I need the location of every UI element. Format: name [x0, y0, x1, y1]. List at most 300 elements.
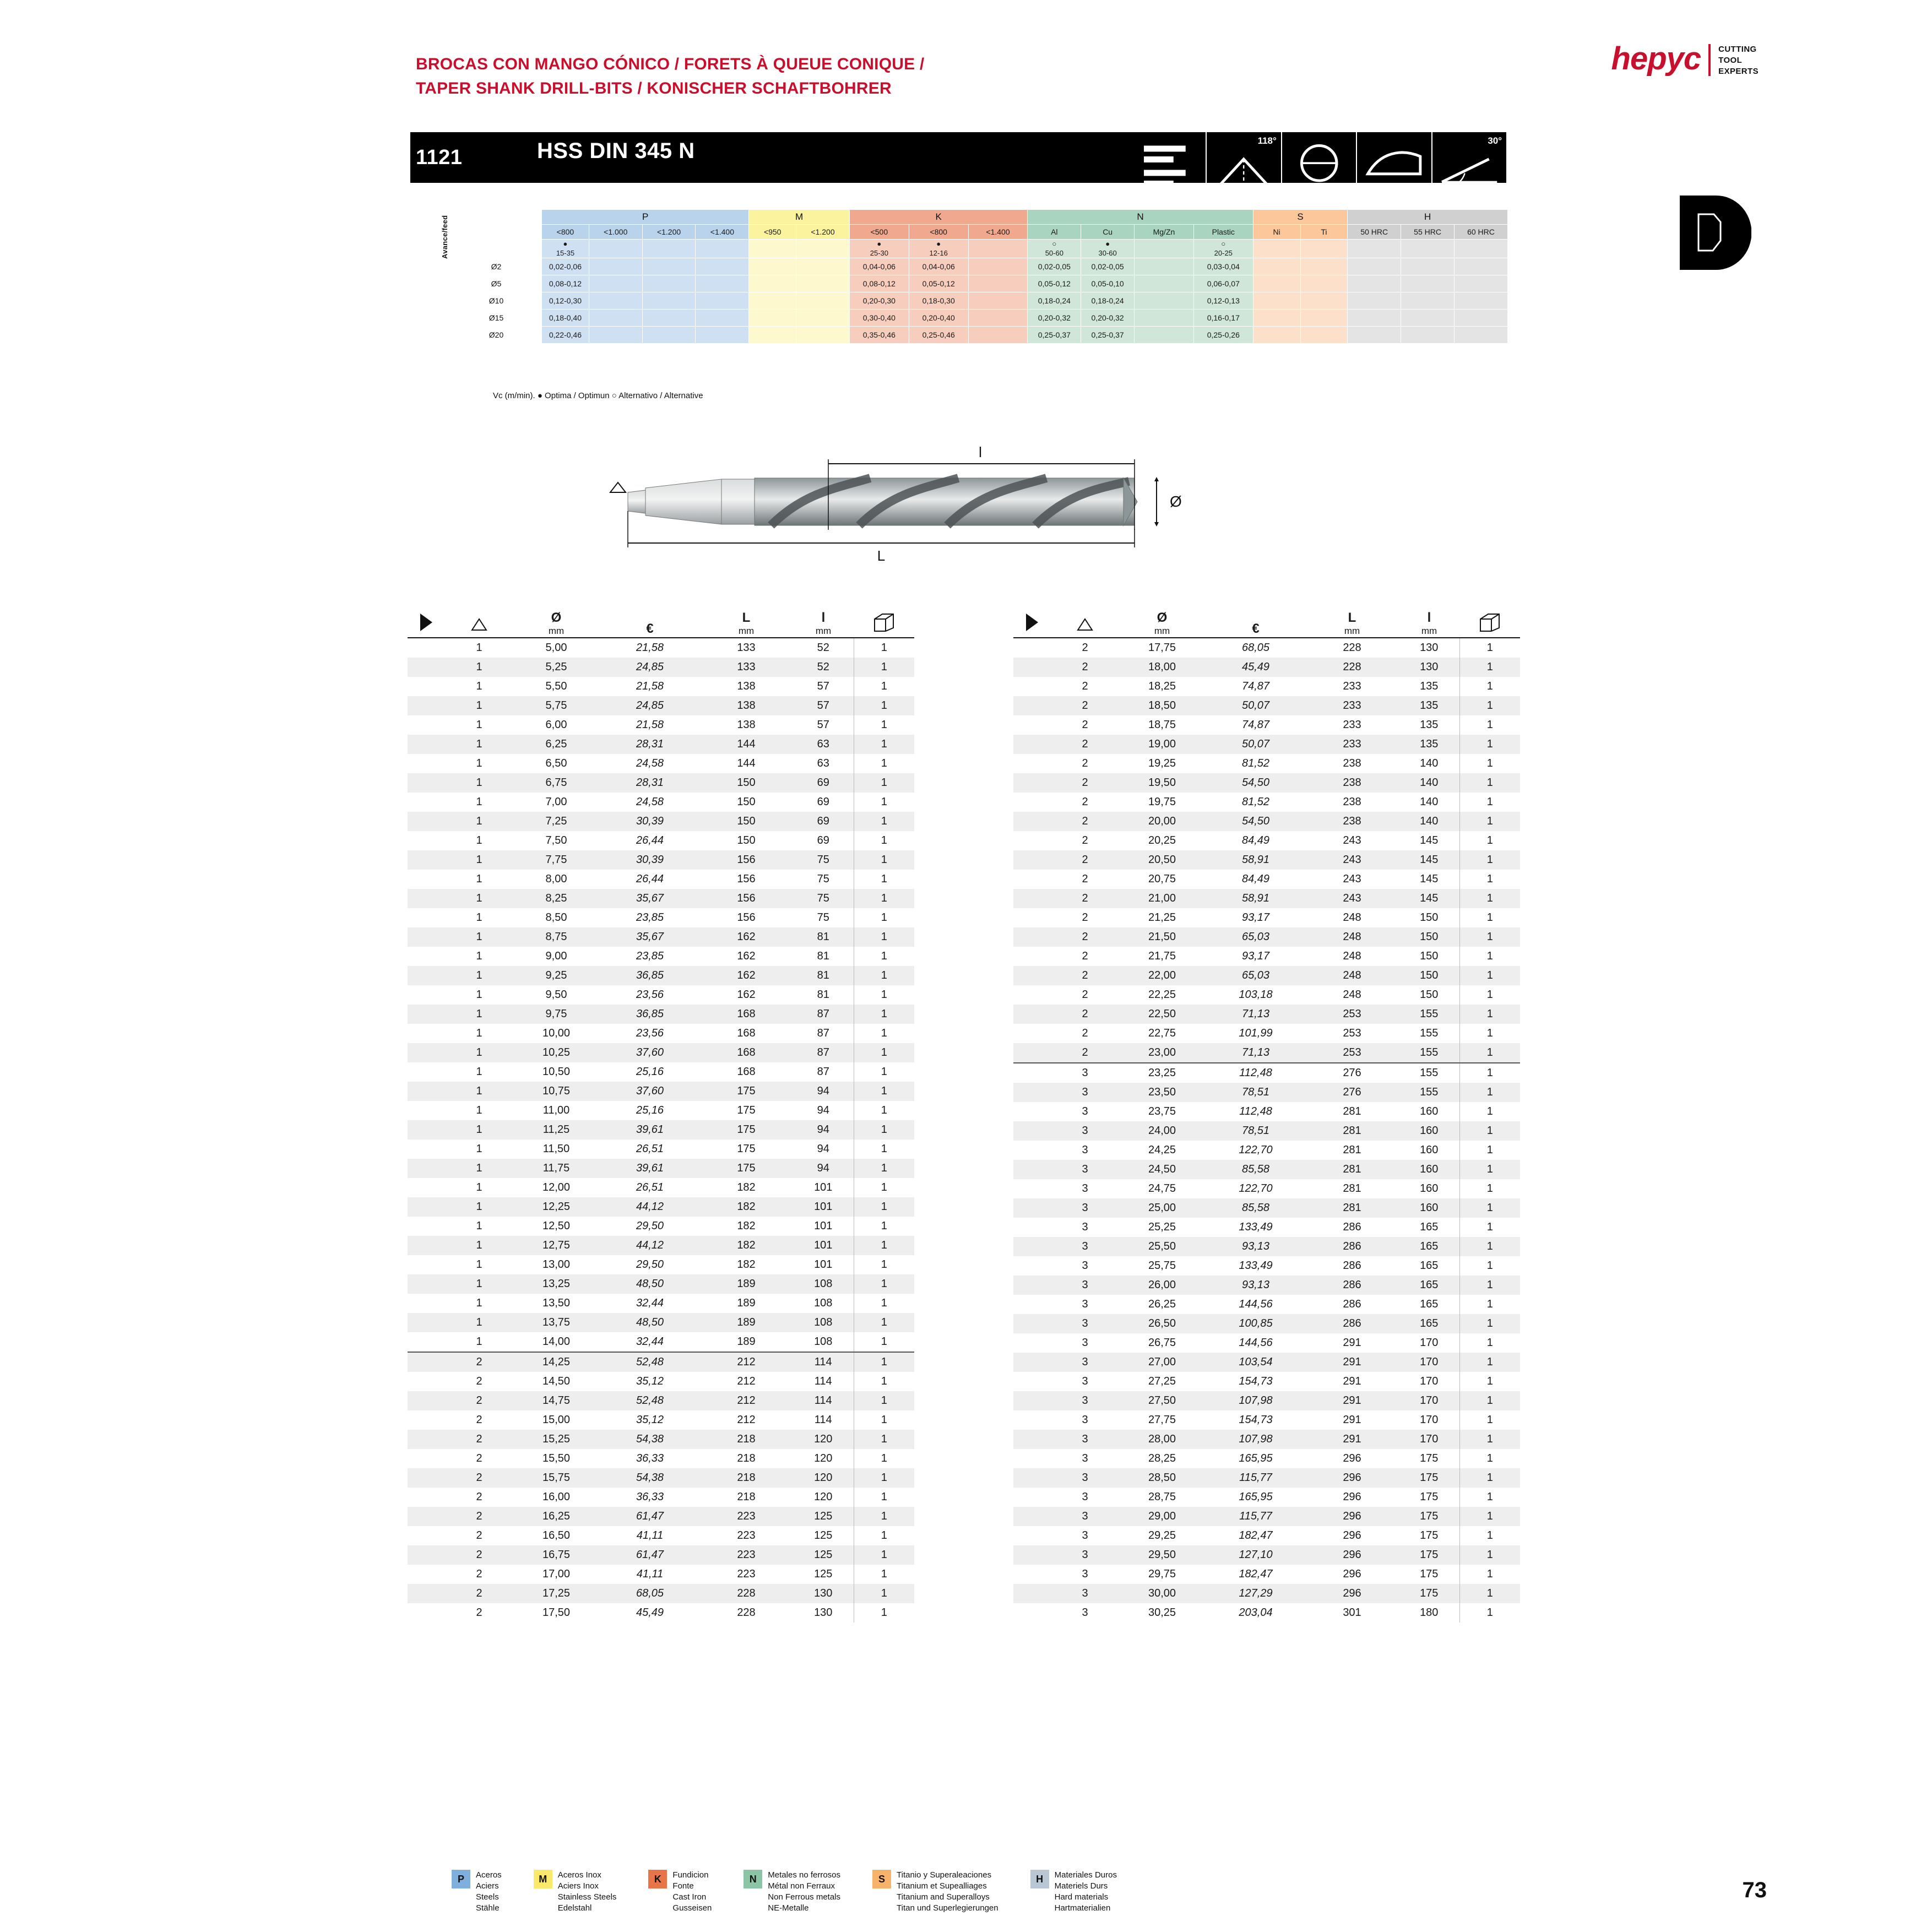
feeds-cell — [642, 310, 696, 327]
table-row[interactable] — [408, 696, 914, 715]
row-spacer — [1013, 831, 1052, 850]
table-row[interactable] — [408, 985, 914, 1005]
table-row[interactable] — [408, 1236, 914, 1255]
cell-dia: 16,00 — [542, 1491, 571, 1503]
table-row[interactable] — [1013, 658, 1520, 677]
cell-dia: 9,75 — [545, 1008, 567, 1020]
feeds-col-M-0: <950 — [749, 225, 796, 240]
cell-dia: 29,75 — [1148, 1568, 1176, 1580]
cell-l: 87 — [817, 1008, 829, 1020]
row-spacer — [408, 696, 446, 715]
cell-L: 162 — [737, 989, 756, 1001]
cell-L: 286 — [1343, 1221, 1361, 1233]
cell-pack: 1 — [854, 1294, 914, 1313]
table-row[interactable] — [1013, 1372, 1520, 1391]
cell-L: 281 — [1343, 1144, 1361, 1156]
row-spacer — [1013, 812, 1052, 831]
cell-dia: 23,50 — [1148, 1086, 1176, 1098]
cell-pack: 1 — [854, 715, 914, 735]
cell-dia: 11,50 — [542, 1143, 570, 1155]
feeds-row-axis-label: Avance/feed — [441, 215, 449, 259]
table-row[interactable] — [1013, 1410, 1520, 1430]
cell-L: 228 — [1343, 661, 1361, 673]
feeds-cell: 0,02-0,06 — [542, 258, 589, 275]
cell-cone: 3 — [1082, 1529, 1088, 1542]
product-table-right — [1013, 595, 1520, 1622]
table-row[interactable] — [408, 1488, 914, 1507]
table-row[interactable] — [408, 1294, 914, 1313]
feeds-cell — [696, 275, 749, 292]
table-row[interactable] — [408, 1507, 914, 1526]
table-row[interactable] — [408, 947, 914, 966]
table-row[interactable] — [1013, 735, 1520, 754]
cell-cone: 1 — [476, 796, 482, 808]
reference-name: HSS DIN 345 N — [537, 139, 695, 163]
table-row[interactable] — [1013, 677, 1520, 696]
cell-L: 175 — [737, 1104, 756, 1116]
row-spacer — [408, 1565, 446, 1584]
feeds-row-diameter: Ø5 — [451, 275, 542, 292]
row-spacer — [1013, 793, 1052, 812]
row-spacer — [1013, 966, 1052, 985]
feeds-cell — [589, 292, 642, 310]
table-row[interactable] — [408, 638, 914, 658]
cell-cone: 2 — [1082, 642, 1088, 654]
table-row[interactable] — [1013, 1603, 1520, 1622]
cell-price: 65,03 — [1241, 931, 1270, 943]
table-row[interactable] — [1013, 1102, 1520, 1121]
table-row[interactable] — [408, 715, 914, 735]
feeds-cell — [1348, 292, 1401, 310]
cell-price: 182,47 — [1239, 1529, 1273, 1542]
table-row[interactable] — [1013, 696, 1520, 715]
table-row[interactable] — [1013, 773, 1520, 793]
feeds-row — [451, 292, 1508, 310]
cell-l: 175 — [1420, 1452, 1439, 1464]
row-spacer — [1013, 715, 1052, 735]
table-row[interactable] — [1013, 1063, 1520, 1083]
cell-dia: 19,50 — [1148, 777, 1176, 789]
cell-dia: 25,25 — [1148, 1221, 1176, 1233]
table-row[interactable] — [1013, 1005, 1520, 1024]
cell-price: 182,47 — [1239, 1568, 1273, 1580]
svg-text:Ø: Ø — [1170, 493, 1182, 510]
table-row[interactable] — [408, 889, 914, 908]
row-spacer — [408, 1236, 446, 1255]
cell-pack: 1 — [1459, 1430, 1520, 1449]
cell-l: 165 — [1420, 1260, 1439, 1272]
table-row[interactable] — [408, 1526, 914, 1545]
cell-L: 281 — [1343, 1163, 1361, 1175]
table-row[interactable] — [1013, 1468, 1520, 1488]
table-row[interactable] — [1013, 1565, 1520, 1584]
table-row[interactable] — [1013, 985, 1520, 1005]
cell-price: 107,98 — [1239, 1433, 1273, 1445]
cell-price: 115,77 — [1239, 1472, 1272, 1484]
feeds-col-M-1: <1.200 — [796, 225, 850, 240]
cell-L: 238 — [1343, 757, 1361, 769]
cell-l: 114 — [814, 1375, 832, 1387]
table-row[interactable] — [1013, 966, 1520, 985]
table-row[interactable] — [408, 927, 914, 947]
table-row[interactable] — [1013, 1160, 1520, 1179]
feeds-cell — [1454, 310, 1507, 327]
cell-pack: 1 — [1459, 735, 1520, 754]
cell-cone: 2 — [1082, 854, 1088, 866]
table-row[interactable] — [408, 1372, 914, 1391]
row-spacer — [1013, 1314, 1052, 1333]
cell-price: 71,13 — [1241, 1008, 1270, 1020]
table-row[interactable] — [1013, 947, 1520, 966]
cell-price: 122,70 — [1239, 1144, 1273, 1156]
row-spacer — [1013, 1468, 1052, 1488]
cell-price: 36,85 — [636, 1008, 664, 1020]
feeds-cell: 0,25-0,46 — [909, 327, 968, 344]
cell-price: 26,51 — [636, 1181, 664, 1193]
cell-dia: 10,25 — [542, 1046, 571, 1059]
table-row[interactable] — [1013, 1353, 1520, 1372]
cell-cone: 1 — [476, 1258, 482, 1271]
cell-price: 24,85 — [636, 661, 664, 673]
table-row[interactable] — [408, 1274, 914, 1294]
cell-l: 75 — [817, 911, 829, 924]
cell-L: 156 — [737, 854, 756, 866]
cell-pack: 1 — [854, 1178, 914, 1197]
table-row[interactable] — [1013, 1314, 1520, 1333]
cell-l: 81 — [817, 989, 829, 1001]
table-row[interactable] — [408, 1545, 914, 1565]
cell-pack: 1 — [854, 696, 914, 715]
table-row[interactable] — [1013, 889, 1520, 908]
table-row[interactable] — [408, 1468, 914, 1488]
cell-L: 248 — [1343, 911, 1361, 924]
cell-dia: 21,25 — [1148, 911, 1176, 924]
cell-dia: 9,50 — [545, 989, 567, 1001]
cell-l: 125 — [814, 1510, 833, 1522]
table-row[interactable] — [1013, 1526, 1520, 1545]
table-row[interactable] — [408, 1101, 914, 1120]
feeds-row — [451, 258, 1508, 275]
cell-cone: 3 — [1082, 1105, 1088, 1117]
cell-l: 135 — [1420, 719, 1439, 731]
cell-dia: 20,00 — [1148, 815, 1176, 827]
cell-cone: 3 — [1082, 1086, 1088, 1098]
cell-cone: 3 — [1082, 1202, 1088, 1214]
header-L-unit-left: mm — [738, 626, 755, 636]
table-row[interactable] — [408, 870, 914, 889]
table-row[interactable] — [408, 1410, 914, 1430]
table-row[interactable] — [1013, 1024, 1520, 1043]
cell-l: 145 — [1420, 854, 1439, 866]
table-row[interactable] — [408, 773, 914, 793]
cell-dia: 7,75 — [545, 854, 567, 866]
table-row[interactable] — [408, 793, 914, 812]
table-row[interactable] — [408, 1178, 914, 1197]
cell-pack: 1 — [854, 1274, 914, 1294]
point-angle-label: 118° — [1257, 135, 1277, 146]
cell-dia: 16,75 — [542, 1549, 571, 1561]
cell-cone: 2 — [476, 1529, 482, 1542]
cell-L: 182 — [737, 1220, 756, 1232]
row-spacer — [408, 1082, 446, 1101]
cell-L: 189 — [737, 1297, 756, 1309]
feeds-cell — [1348, 310, 1401, 327]
table-row[interactable] — [1013, 1545, 1520, 1565]
table-row[interactable] — [408, 1332, 914, 1352]
cell-price: 24,85 — [636, 699, 664, 712]
feeds-row-diameter: Ø10 — [451, 292, 542, 310]
table-row[interactable] — [1013, 1391, 1520, 1410]
cell-cone: 1 — [476, 1278, 482, 1290]
brand-logo — [1611, 43, 1759, 77]
feeds-cell — [1300, 327, 1348, 344]
row-spacer — [408, 1043, 446, 1062]
table-row[interactable] — [408, 1391, 914, 1410]
table-row[interactable] — [408, 1005, 914, 1024]
cell-pack: 1 — [1459, 927, 1520, 947]
table-row[interactable] — [408, 1603, 914, 1622]
table-row[interactable] — [1013, 715, 1520, 735]
cell-L: 175 — [737, 1162, 756, 1174]
cell-dia: 30,00 — [1148, 1587, 1176, 1599]
table-row[interactable] — [408, 1217, 914, 1236]
cell-L: 189 — [737, 1336, 756, 1348]
row-spacer — [1013, 754, 1052, 773]
header-price-right — [1206, 595, 1305, 638]
row-spacer — [408, 850, 446, 870]
cell-price: 127,29 — [1239, 1587, 1273, 1599]
table-row[interactable] — [1013, 1141, 1520, 1160]
cell-l: 108 — [814, 1316, 833, 1328]
feeds-cell: 0,12-0,30 — [542, 292, 589, 310]
cell-cone: 2 — [1082, 892, 1088, 904]
feeds-vc-cell-7: ● 12-16 — [909, 240, 968, 258]
table-row[interactable] — [408, 1430, 914, 1449]
table-row[interactable] — [408, 1584, 914, 1603]
table-row[interactable] — [1013, 1198, 1520, 1218]
cell-L: 238 — [1343, 796, 1361, 808]
cell-cone: 2 — [1082, 815, 1088, 827]
table-row[interactable] — [1013, 793, 1520, 812]
table-row[interactable] — [408, 831, 914, 850]
cell-L: 175 — [737, 1143, 756, 1155]
cell-price: 84,49 — [1241, 834, 1270, 846]
feeds-cell — [589, 310, 642, 327]
table-row[interactable] — [1013, 1430, 1520, 1449]
cell-l: 140 — [1420, 796, 1439, 808]
cell-cone: 1 — [476, 1220, 482, 1232]
cell-pack: 1 — [854, 1024, 914, 1043]
cell-pack: 1 — [854, 773, 914, 793]
table-row[interactable] — [408, 812, 914, 831]
table-row[interactable] — [1013, 754, 1520, 773]
cell-l: 75 — [817, 854, 829, 866]
feeds-cell — [1135, 258, 1194, 275]
table-row[interactable] — [1013, 870, 1520, 889]
table-row[interactable] — [1013, 927, 1520, 947]
cell-pack: 1 — [1459, 1410, 1520, 1430]
feeds-cell: 0,18-0,24 — [1028, 292, 1081, 310]
cell-price: 71,13 — [1241, 1046, 1270, 1059]
cell-dia: 18,00 — [1148, 661, 1176, 673]
cell-pack: 1 — [854, 870, 914, 889]
cell-l: 69 — [817, 834, 829, 846]
table-row[interactable] — [1013, 1584, 1520, 1603]
row-spacer — [1013, 1333, 1052, 1353]
table-row[interactable] — [408, 1062, 914, 1082]
table-row[interactable] — [1013, 1179, 1520, 1198]
cell-pack: 1 — [854, 1603, 914, 1622]
table-row[interactable] — [408, 1197, 914, 1217]
table-row[interactable] — [1013, 831, 1520, 850]
cell-l: 108 — [814, 1297, 833, 1309]
cell-l: 75 — [817, 892, 829, 904]
table-row[interactable] — [1013, 638, 1520, 658]
table-row[interactable] — [408, 1139, 914, 1159]
cell-price: 54,38 — [636, 1433, 664, 1445]
table-row[interactable] — [408, 1565, 914, 1584]
cell-dia: 22,25 — [1148, 989, 1176, 1001]
cell-L: 150 — [737, 834, 756, 846]
cell-pack: 1 — [854, 1101, 914, 1120]
table-row[interactable] — [1013, 1507, 1520, 1526]
cell-pack: 1 — [854, 1352, 914, 1372]
table-row[interactable] — [1013, 1333, 1520, 1353]
table-row[interactable] — [1013, 1295, 1520, 1314]
table-row[interactable] — [1013, 1488, 1520, 1507]
table-row[interactable] — [408, 1120, 914, 1139]
row-spacer — [1013, 1584, 1052, 1603]
table-row[interactable] — [408, 1043, 914, 1062]
cell-cone: 3 — [1082, 1260, 1088, 1272]
cell-pack: 1 — [1459, 850, 1520, 870]
cell-L: 223 — [737, 1549, 756, 1561]
cell-cone: 3 — [1082, 1125, 1088, 1137]
cell-dia: 13,00 — [542, 1258, 571, 1271]
feeds-vc-cell-8 — [968, 240, 1028, 258]
table-row[interactable] — [1013, 850, 1520, 870]
feeds-vc-corner — [451, 240, 542, 258]
cell-L: 296 — [1343, 1491, 1361, 1503]
cell-pack: 1 — [1459, 1198, 1520, 1218]
table-row[interactable] — [408, 735, 914, 754]
table-row[interactable] — [408, 1352, 914, 1372]
row-spacer — [408, 1139, 446, 1159]
table-row[interactable] — [1013, 908, 1520, 927]
feeds-cell — [749, 275, 796, 292]
table-row[interactable] — [408, 1024, 914, 1043]
cell-price: 144,56 — [1239, 1298, 1273, 1310]
legend-text: Aceros Aciers Steels Stähle — [476, 1870, 502, 1913]
table-row[interactable] — [408, 850, 914, 870]
table-row[interactable] — [1013, 1043, 1520, 1063]
feeds-note: Vc (m/min). ● Optima / Optimun ○ Alternativo / Alternative — [493, 391, 703, 400]
row-spacer — [1013, 1256, 1052, 1276]
feeds-col-H-1: 55 HRC — [1401, 225, 1455, 240]
feeds-cell: 0,35-0,46 — [849, 327, 909, 344]
cell-L: 233 — [1343, 680, 1361, 692]
cell-l: 120 — [814, 1433, 833, 1445]
cell-price: 203,04 — [1239, 1607, 1273, 1619]
icon-point-angle — [1206, 132, 1280, 183]
cell-l: 170 — [1420, 1375, 1439, 1387]
cell-cone: 2 — [1082, 1046, 1088, 1059]
cell-price: 54,50 — [1241, 777, 1270, 789]
cell-cone: 2 — [1082, 719, 1088, 731]
table-row[interactable] — [408, 966, 914, 985]
cell-pack: 1 — [854, 1236, 914, 1255]
row-spacer — [1013, 985, 1052, 1005]
table-row[interactable] — [408, 1449, 914, 1468]
feeds-cell — [796, 258, 850, 275]
cell-L: 243 — [1343, 892, 1361, 904]
feeds-cell: 0,20-0,32 — [1028, 310, 1081, 327]
cell-price: 65,03 — [1241, 969, 1270, 981]
cell-dia: 19,25 — [1148, 757, 1176, 769]
feeds-vc-cell-5 — [796, 240, 850, 258]
table-row[interactable] — [408, 658, 914, 677]
table-row[interactable] — [1013, 1256, 1520, 1276]
feeds-col-N-1: Cu — [1081, 225, 1135, 240]
feeds-cell — [642, 327, 696, 344]
cell-price: 30,39 — [636, 854, 664, 866]
table-row[interactable] — [1013, 1083, 1520, 1102]
table-row[interactable] — [408, 1159, 914, 1178]
table-row[interactable] — [1013, 1449, 1520, 1468]
cell-L: 291 — [1343, 1414, 1361, 1426]
cell-price: 165,95 — [1239, 1491, 1273, 1503]
table-row[interactable] — [408, 1255, 914, 1274]
cell-price: 26,51 — [636, 1143, 664, 1155]
table-row[interactable] — [408, 908, 914, 927]
cell-l: 160 — [1420, 1105, 1439, 1117]
table-row[interactable] — [1013, 1121, 1520, 1141]
cell-pack: 1 — [854, 1139, 914, 1159]
cell-cone: 2 — [476, 1433, 482, 1445]
cell-l: 140 — [1420, 815, 1439, 827]
feeds-group-K: K — [849, 210, 1027, 225]
feeds-group-P: P — [542, 210, 749, 225]
cell-cone: 1 — [476, 1008, 482, 1020]
cell-l: 108 — [814, 1336, 833, 1348]
table-row[interactable] — [408, 677, 914, 696]
table-row[interactable] — [1013, 1237, 1520, 1256]
logo-wordmark: hepyc — [1611, 41, 1701, 77]
cell-cone: 1 — [476, 777, 482, 789]
cell-cone: 1 — [476, 1046, 482, 1059]
table-row[interactable] — [1013, 1218, 1520, 1237]
cell-price: 93,13 — [1241, 1240, 1270, 1252]
cell-L: 276 — [1343, 1086, 1361, 1098]
cell-dia: 10,00 — [542, 1027, 571, 1039]
table-row[interactable] — [1013, 1276, 1520, 1295]
cell-dia: 17,25 — [542, 1587, 571, 1599]
table-row[interactable] — [1013, 812, 1520, 831]
cell-dia: 13,25 — [542, 1278, 571, 1290]
table-row[interactable] — [408, 754, 914, 773]
row-spacer — [1013, 735, 1052, 754]
cell-pack: 1 — [1459, 1488, 1520, 1507]
cell-L: 168 — [737, 1066, 756, 1078]
cell-price: 112,48 — [1239, 1105, 1272, 1117]
cell-cone: 1 — [476, 854, 482, 866]
table-row[interactable] — [408, 1313, 914, 1332]
table-row[interactable] — [408, 1082, 914, 1101]
product-table-left — [408, 595, 914, 1622]
row-spacer — [1013, 1372, 1052, 1391]
feeds-row — [451, 327, 1508, 344]
cell-price: 84,49 — [1241, 873, 1270, 885]
